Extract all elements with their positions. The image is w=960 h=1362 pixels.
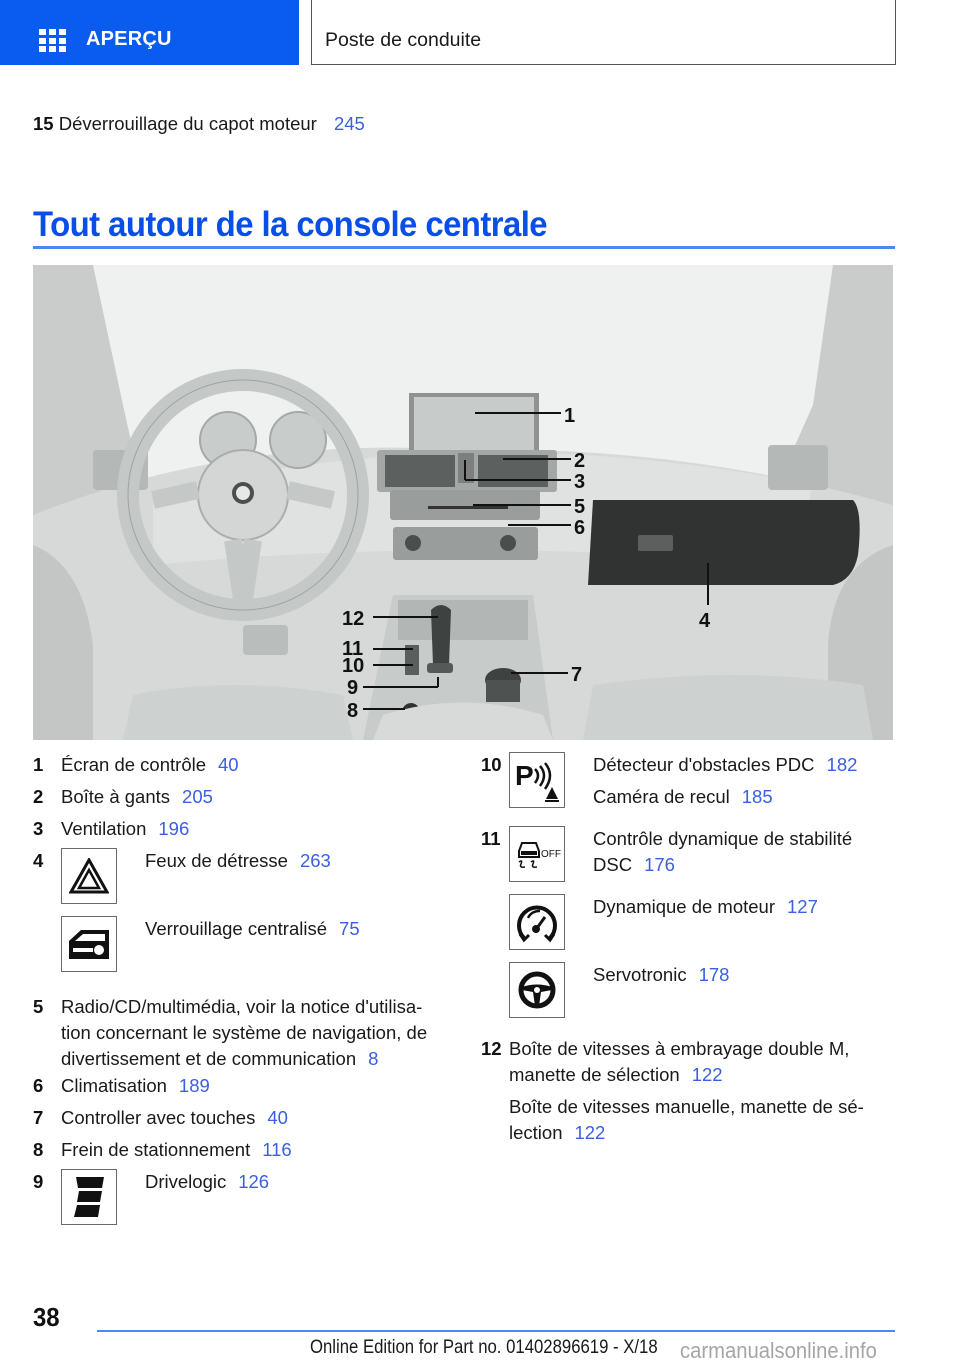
tab-overview-label: APERÇU [86, 28, 172, 50]
legend-left [33, 752, 453, 1232]
item-text-line: Radio/CD/multimédia, voir la notice d'utilisa- [61, 996, 423, 1017]
page-link[interactable]: 75 [339, 918, 360, 939]
svg-text:9: 9 [347, 677, 359, 699]
page-link[interactable]: 189 [178, 1075, 210, 1096]
item-text: Déverrouillage du capot moteur [58, 113, 317, 134]
item-number: 15 [33, 113, 54, 134]
svg-text:12: 12 [342, 608, 365, 630]
svg-text:7: 7 [571, 664, 583, 686]
steering-wheel-icon [509, 962, 565, 1018]
svg-text:5: 5 [574, 496, 586, 518]
item-text-line: Boîte de vitesses manuelle, manette de sé- [509, 1096, 864, 1117]
intro-item [33, 113, 365, 135]
svg-text:OFF: OFF [541, 849, 561, 860]
section-title: Tout autour de la console centrale [33, 205, 548, 244]
item-text-line: lection [509, 1122, 563, 1143]
page-link[interactable]: 185 [741, 786, 773, 807]
page-link[interactable]: 40 [267, 1107, 288, 1128]
item-number: 7 [33, 1107, 44, 1128]
item-number: 9 [33, 1171, 44, 1192]
svg-text:10: 10 [342, 655, 365, 677]
item-text: Climatisation [61, 1075, 167, 1096]
page-number: 38 [33, 1302, 60, 1332]
item-text: Feux de détresse [145, 850, 288, 871]
page-link[interactable]: 178 [698, 964, 730, 985]
item-text-line: Contrôle dynamique de stabilité [593, 828, 853, 849]
tab-section[interactable] [311, 0, 896, 65]
svg-text:1: 1 [564, 405, 576, 427]
watermark: carmanualsonline.info [680, 1338, 877, 1362]
hazard-warning-icon [61, 848, 117, 904]
item-text: Caméra de recul [593, 786, 730, 807]
dashboard-illustration [33, 265, 893, 740]
svg-text:2: 2 [574, 450, 586, 472]
page-link[interactable]: 182 [826, 754, 858, 775]
item-text: Verrouillage centralisé [145, 918, 328, 939]
tab-section-label: Poste de conduite [325, 29, 482, 51]
footer-divider [97, 1330, 895, 1332]
item-text: Boîte à gants [61, 786, 171, 807]
legend-right [481, 752, 901, 1172]
item-text: Écran de contrôle [61, 754, 207, 775]
page-link[interactable]: 8 [368, 1048, 379, 1069]
edition-text: Online Edition for Part no. 01402896619 - X/18 [310, 1337, 658, 1358]
item-text-line: tion concernant le système de navigation, de [61, 1022, 428, 1043]
page-link[interactable]: 122 [691, 1064, 723, 1085]
central-locking-icon [61, 916, 117, 972]
item-number: 6 [33, 1075, 44, 1096]
item-text: Ventilation [61, 818, 147, 839]
item-text-line: Boîte de vitesses à embrayage double M, [509, 1038, 850, 1059]
svg-text:P: P [515, 760, 534, 791]
svg-text:3: 3 [574, 471, 586, 493]
svg-text:8: 8 [347, 700, 359, 722]
page-link[interactable]: 122 [574, 1122, 606, 1143]
item-text: Dynamique de moteur [593, 896, 776, 917]
top-navigation [0, 0, 960, 66]
page-link[interactable]: 40 [218, 754, 239, 775]
page-link[interactable]: 116 [262, 1139, 292, 1160]
page-link[interactable]: 263 [299, 850, 331, 871]
item-text: Frein de stationnement [61, 1139, 251, 1160]
item-number: 2 [33, 786, 44, 807]
item-text-line: divertissement et de communication [61, 1048, 357, 1069]
item-text-line: DSC [593, 854, 633, 875]
svg-text:6: 6 [574, 517, 586, 539]
item-number: 12 [481, 1038, 502, 1059]
dsc-off-icon [509, 826, 565, 882]
item-number: 10 [481, 754, 502, 775]
item-number: 11 [481, 828, 501, 849]
item-number: 4 [33, 850, 44, 871]
tab-overview[interactable] [0, 0, 299, 65]
item-number: 1 [33, 754, 44, 775]
page-link[interactable]: 127 [787, 896, 818, 917]
page-link[interactable]: 205 [182, 786, 213, 807]
item-number: 8 [33, 1139, 44, 1160]
page-link[interactable]: 245 [333, 113, 365, 134]
item-number: 3 [33, 818, 44, 839]
svg-text:11: 11 [342, 638, 364, 660]
page-link[interactable]: 176 [644, 854, 675, 875]
park-distance-control-icon [509, 752, 565, 808]
heading-divider [33, 246, 895, 249]
item-text-line: manette de sélection [509, 1064, 680, 1085]
item-text: Détecteur d'obstacles PDC [593, 754, 815, 775]
item-text: Servotronic [593, 964, 687, 985]
drivelogic-icon [61, 1169, 117, 1225]
svg-text:4: 4 [699, 610, 711, 632]
item-text: Drivelogic [145, 1171, 227, 1192]
grid-icon [39, 29, 66, 52]
item-number: 5 [33, 996, 44, 1017]
engine-dynamics-icon [509, 894, 565, 950]
page-link[interactable]: 126 [238, 1171, 270, 1192]
item-text: Controller avec touches [61, 1107, 256, 1128]
page-link[interactable]: 196 [158, 818, 190, 839]
